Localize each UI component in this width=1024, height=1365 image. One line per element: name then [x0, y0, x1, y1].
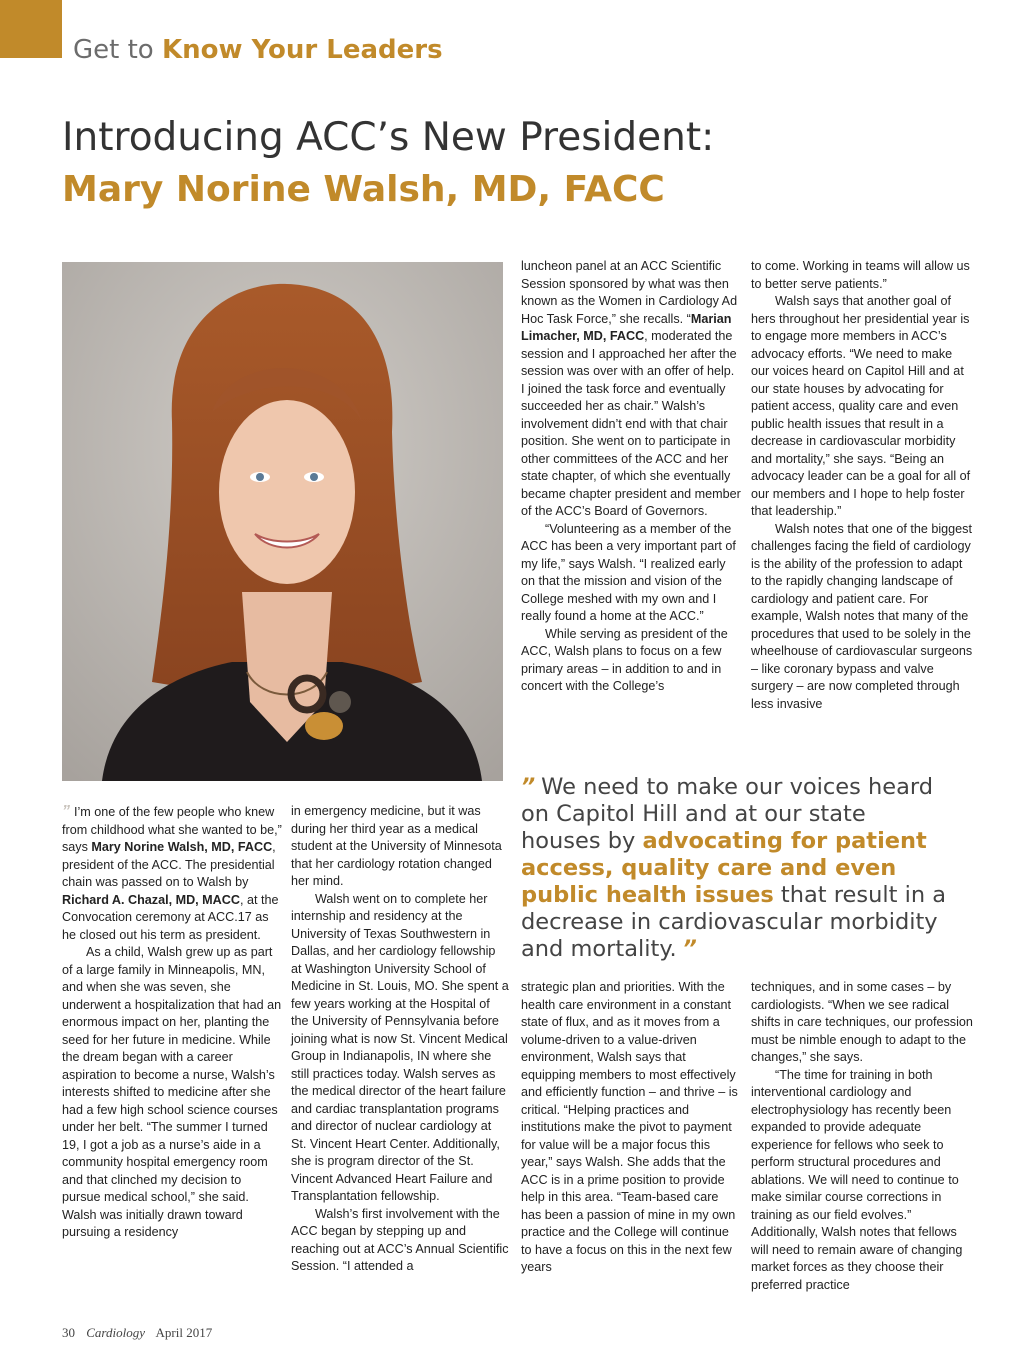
article-column-3-bottom — [521, 979, 741, 1277]
paragraph: luncheon panel at an ACC Scientific Session sponsored by what was then known as the Women in Cardiology Ad Hoc Task Force,” she recalls. “Marian Limacher, MD, FACC, moderated the session and I approached her after the session was over with an offer of help. I joined the task force and eventually succeeded her as chair.” Walsh’s involvement didn’t end with that chair position. She went on to participate in other committees of the ACC and her state chapter, of which she eventually became chapter president and member of the ACC’s Board of Governors. — [521, 259, 741, 518]
paragraph: ” I’m one of the few people who knew from childhood what she wanted to be,” says Mary Norine Walsh, MD, FACC, president of the ACC. The presidential chain was passed on to Walsh by Richard A. Chazal, MD, MACC, at the Convocation ceremony at ACC.17 as he closed out his term as president. — [62, 803, 282, 942]
paragraph: Walsh notes that one of the biggest challenges facing the field of cardiology is the ability of the profession to adapt to the rapidly changing landscape of cardiology and patient care. For example, Walsh notes that many of the procedures that used to be solely in the wheelhouse of cardiovascular surgeons – like coronary bypass and valve surgery – are now completed through less invasive — [751, 521, 973, 711]
paragraph: “The time for training in both interventional cardiology and electrophysiology has recently been expanded to provide adequate experience for fellows who seek to perform structural procedures and ablations. We will need to continue to make similar course corrections in training as our field evolves.” Additionally, Walsh notes that fellows will need to remain aware of changing market forces as they choose their preferred practice — [751, 1067, 963, 1292]
paragraph: to come. Working in teams will allow us to better serve patients.” — [751, 259, 970, 291]
magazine-name: Cardiology — [86, 1325, 145, 1340]
paragraph: in emergency medicine, but it was during her third year as a medical student at the University of Minnesota that her cardiology rotation changed her mind. — [291, 804, 502, 888]
article-column-3-top — [521, 258, 741, 696]
section-header — [73, 33, 443, 67]
president-portrait-photo — [62, 262, 503, 781]
quote-mark-icon: ” — [682, 937, 697, 962]
paragraph: Walsh’s first involvement with the ACC began by stepping up and reaching out at ACC’s Annual Scientific Session. “I attended a — [291, 1206, 509, 1273]
name-highlight: Richard A. Chazal, MD, MACC — [62, 892, 240, 907]
article-column-4-bottom — [751, 979, 973, 1294]
page-footer — [62, 1325, 212, 1341]
issue-date: April 2017 — [155, 1325, 213, 1340]
quote-mark-icon: ” — [521, 775, 536, 800]
paragraph: strategic plan and priorities. With the health care environment in a constant state of flux, and as it moves from a volume-driven to a value-driven environment, Walsh says that equipping members to most effectively and efficiently function – and thrive – is critical. “Helping practices and institutions make the pivot to payment for value will be a major focus this year,” says Walsh. She adds that the ACC is in a prime position to provide help in this area. “Team-based care has been a passion of mine in my own practice and the College will continue to have a focus on this in the next few years — [521, 980, 738, 1274]
paragraph: techniques, and in some cases – by cardiologists. “When we see radical shifts in care techniques, our profession must be nimble enough to adapt to the changes,” she says. — [751, 980, 973, 1064]
section-header-accent: Know Your Leaders — [161, 35, 443, 65]
article-column-2 — [291, 803, 509, 1276]
paragraph: Walsh went on to complete her internship and residency at the University of Texas Southwestern in Dallas, and her cardiology fellowship at Washington University School of Medicine in St. Louis, MO. She spent a few years working at the Hospital of the University of Pennsylvania before joining what is now St. Vincent Medical Group in Indianapolis, IN where she still practices today. Walsh serves as the medical director of the heart failure and cardiac transplantation programs and director of nuclear cardiology at St. Vincent Heart Center. Additionally, she is program director of the St. Vincent Advanced Heart Failure and Transplantation fellowship. — [291, 891, 509, 1203]
paragraph: Walsh says that another goal of hers throughout her presidential year is to engage more members in ACC’s advocacy efforts. “We need to make our voices heard on Capitol Hill and at our state houses by advocating for patient access, quality care and even public health issues that result in a decrease in cardiovascular morbidity and mortality,” she says. “Being an advocacy leader can be a goal for all of our members and I hope to help foster that leadership.” — [751, 294, 971, 518]
pull-quote: ” We need to make our voices heard on Capitol Hill and at our state houses by advocating for patient access, quality care and even public health issues that result in a decrease in cardiovascular morbidity and mortality. ” — [521, 774, 947, 962]
article-column-1 — [62, 803, 282, 1242]
section-header-prefix: Get to — [73, 35, 154, 65]
name-highlight: Mary Norine Walsh, MD, FACC — [91, 840, 273, 854]
name-highlight: Marian Limacher, MD, FACC — [521, 311, 732, 343]
paragraph: As a child, Walsh grew up as part of a large family in Minneapolis, MN, and when she was seven, she underwent a hospitalization that had an enormous impact on her, planting the seed for her future in medicine. While the dream began with a career aspiration to become a nurse, Walsh’s interests shifted to medicine after she had a few high school science courses under her belt. “The summer I turned 19, I got a job as a nurse’s aide in a community hospital emergency room and that clinched my decision to pursue medical school,” she said. Walsh was initially drawn toward pursuing a residency — [62, 945, 282, 1239]
section-color-block — [0, 0, 62, 58]
paragraph: “Volunteering as a member of the ACC has been a very important part of my life,” says Walsh. “I realized early on that the mission and vision of the College meshed with my own and I really found a home at the ACC.” — [521, 521, 736, 623]
pull-quote-highlight: advocating for patient access, quality care and even public health issues — [521, 828, 927, 908]
portrait-illustration — [62, 262, 503, 781]
article-title: Introducing ACC’s New President: — [62, 115, 715, 160]
quote-mark-icon: ” — [62, 803, 70, 820]
article-title-name: Mary Norine Walsh, MD, FACC — [62, 169, 665, 210]
article-column-4-top — [751, 258, 973, 713]
paragraph: While serving as president of the ACC, Walsh plans to focus on a few primary areas – in addition to and in concert with the College’s — [521, 626, 728, 693]
page-number: 30 — [62, 1325, 75, 1340]
